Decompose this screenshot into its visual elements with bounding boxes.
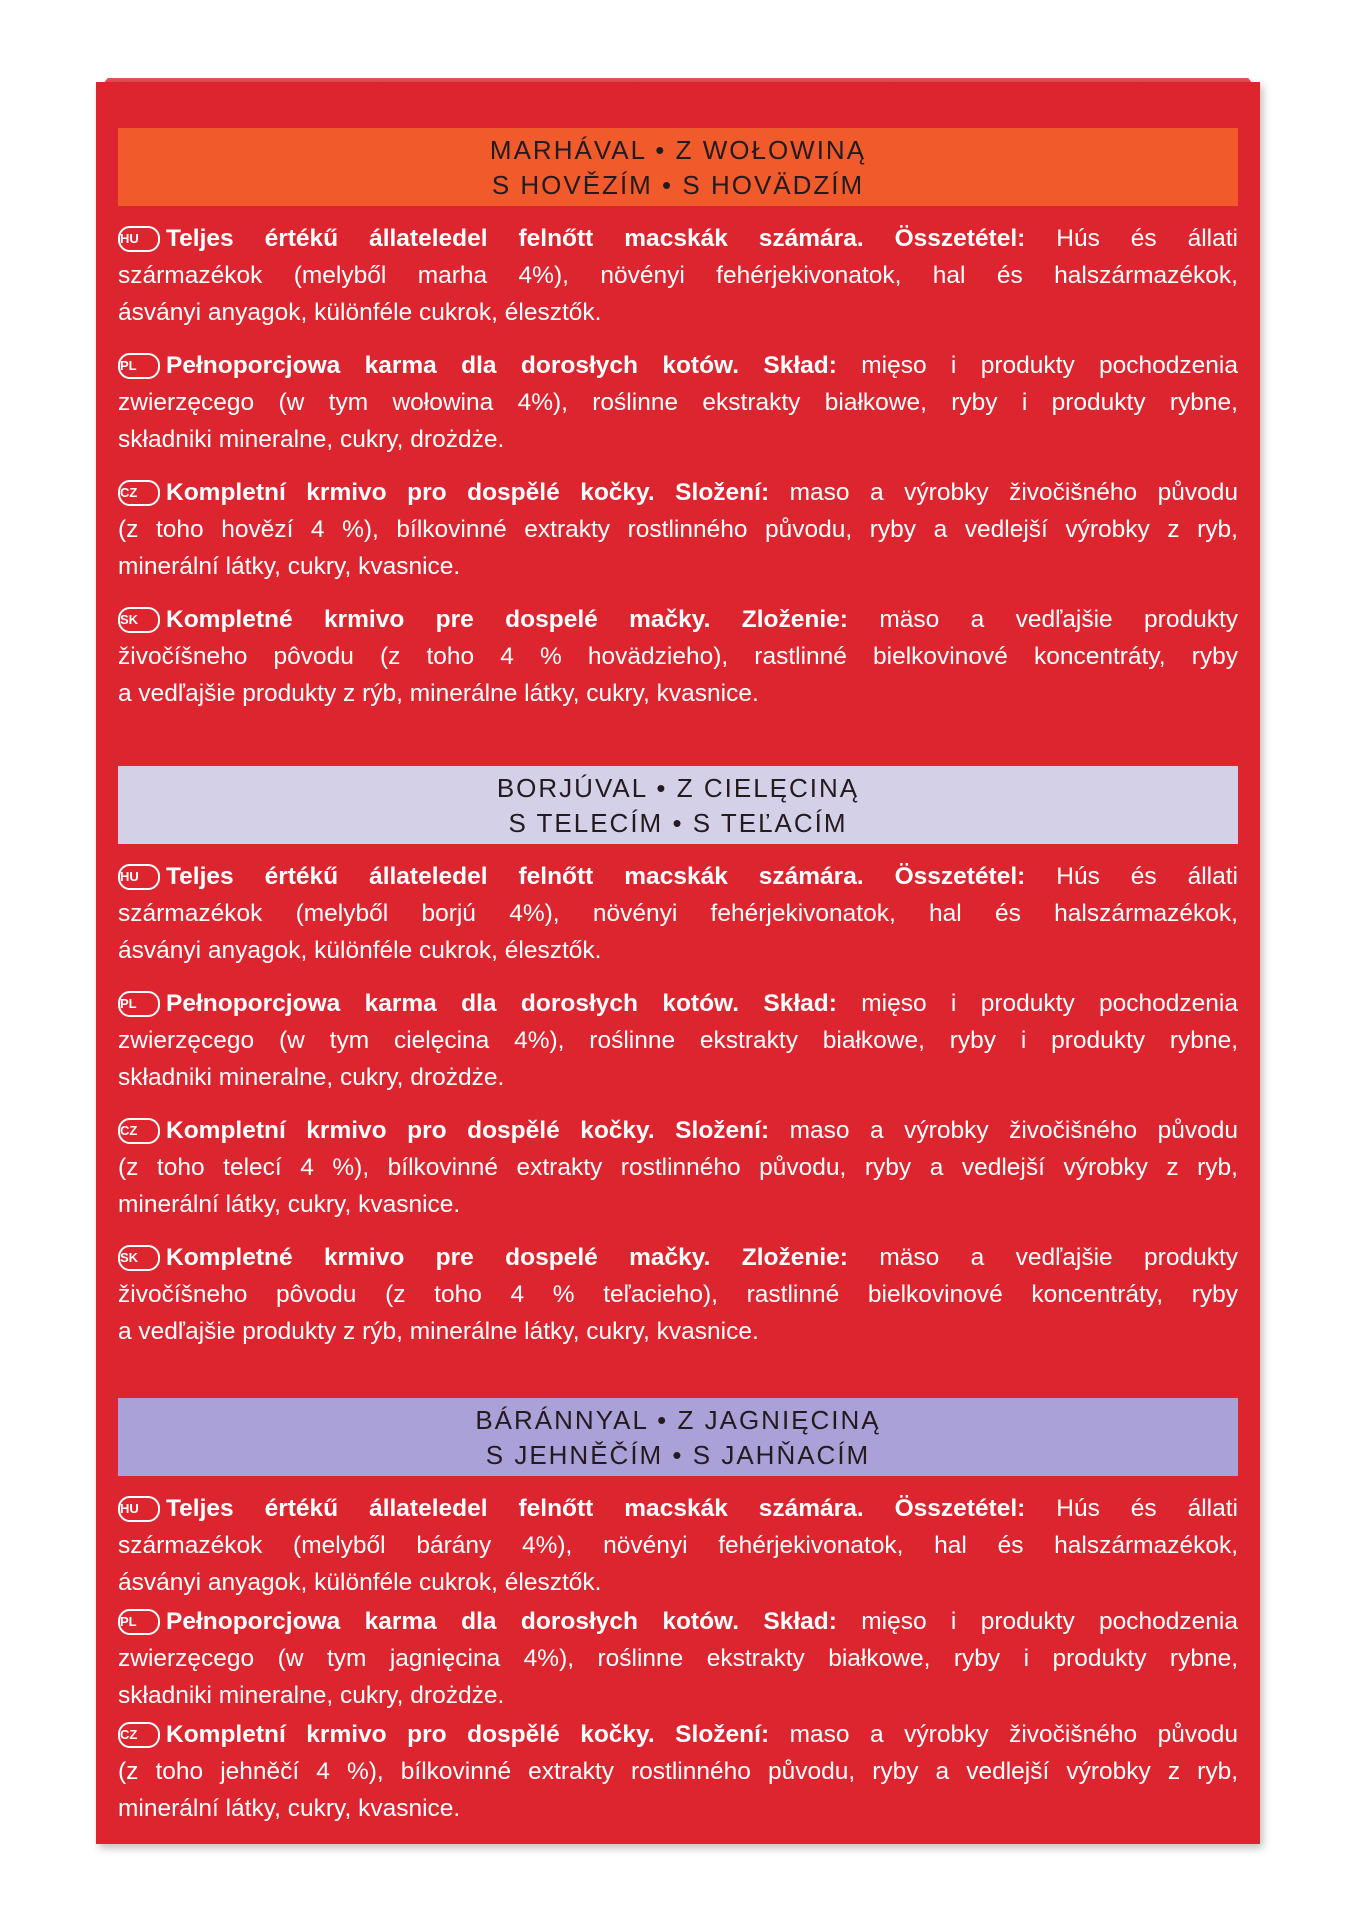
intro-text: Teljes értékű állateledel felnőtt macskák számára. Összetétel: — [166, 1495, 1026, 1522]
text-line: zwierzęcego (w tym jagnięcina 4%), roślinne ekstrakty białkowe, ryby i produkty rybne, — [118, 1645, 1238, 1672]
text-line: živočíšneho pôvodu (z toho 4 % hovädzieho), rastlinné bielkovinové koncentráty, ryby — [118, 643, 1238, 670]
text-line: (z toho telecí 4 %), bílkovinné extrakty rostlinného původu, ryby a vedlejší výrobky z ryb, — [118, 1154, 1238, 1181]
text-line: származékok (melyből borjú 4%), növényi fehérjekivonatok, hal és halszármazékok, — [118, 900, 1238, 927]
lang-badge-hu: HU — [118, 864, 160, 890]
text-line: maso a výrobky živočišného původu — [769, 479, 1239, 506]
text-block-sk — [118, 601, 1238, 712]
text-line: minerální látky, cukry, kvasnice. — [118, 1795, 461, 1822]
banner-beef — [118, 128, 1238, 206]
intro-text: Pełnoporcjowa karma dla dorosłych kotów. Skład: — [166, 1608, 837, 1635]
text-block-cz — [118, 1112, 1238, 1223]
banner-veal — [118, 766, 1238, 844]
lang-badge-pl: PL — [118, 353, 160, 379]
text-block-cz — [118, 1716, 1238, 1827]
banner-line: BORJÚVAL • Z CIELĘCINĄ — [496, 773, 860, 803]
text-line: minerální látky, cukry, kvasnice. — [118, 1191, 461, 1218]
text-line: (z toho jehněčí 4 %), bílkovinné extrakty rostlinného původu, ryby a vedlejší výrobky z ryb, — [118, 1758, 1238, 1785]
text-line: a vedľajšie produkty z rýb, minerálne látky, cukry, kvasnice. — [118, 680, 759, 707]
banner-line: BÁRÁNNYAL • Z JAGNIĘCINĄ — [475, 1405, 881, 1435]
section-veal — [118, 766, 1238, 1350]
banner-line: S HOVĚZÍM • S HOVÄDZÍM — [491, 170, 865, 200]
text-block-hu — [118, 858, 1238, 969]
text-line: (z toho hovězí 4 %), bílkovinné extrakty rostlinného původu, ryby a vedlejší výrobky z ryb, — [118, 516, 1238, 543]
text-line: maso a výrobky živočišného původu — [769, 1721, 1239, 1748]
text-line: składniki mineralne, cukry, drożdże. — [118, 1064, 505, 1091]
lang-badge-hu: HU — [118, 1496, 160, 1522]
banner-line: MARHÁVAL • Z WOŁOWINĄ — [489, 135, 867, 165]
text-line: származékok (melyből marha 4%), növényi fehérjekivonatok, hal és halszármazékok, — [118, 262, 1238, 289]
section-lamb — [118, 1398, 1238, 1827]
text-line: mięso i produkty pochodzenia — [836, 352, 1238, 379]
lang-badge-pl: PL — [118, 1609, 160, 1635]
intro-text: Teljes értékű állateledel felnőtt macskák számára. Összetétel: — [166, 225, 1026, 252]
text-block-hu — [118, 220, 1238, 331]
text-line: zwierzęcego (w tym cielęcina 4%), roślinne ekstrakty białkowe, ryby i produkty rybne, — [118, 1027, 1238, 1054]
text-block-pl — [118, 347, 1238, 458]
text-line: ásványi anyagok, különféle cukrok, élesztők. — [118, 299, 602, 326]
text-line: živočíšneho pôvodu (z toho 4 % teľacieho), rastlinné bielkovinové koncentráty, ryby — [118, 1281, 1238, 1308]
text-block-pl — [118, 1603, 1238, 1714]
text-line: mięso i produkty pochodzenia — [836, 1608, 1238, 1635]
text-line: składniki mineralne, cukry, drożdże. — [118, 1682, 505, 1709]
banner-line: S JEHNĚČÍM • S JAHŇACÍM — [485, 1440, 871, 1470]
text-line: a vedľajšie produkty z rýb, minerálne látky, cukry, kvasnice. — [118, 1318, 759, 1345]
intro-text: Pełnoporcjowa karma dla dorosłych kotów. Skład: — [166, 352, 837, 379]
text-line: származékok (melyből bárány 4%), növényi fehérjekivonatok, hal és halszármazékok, — [118, 1532, 1238, 1559]
text-line: zwierzęcego (w tym wołowina 4%), roślinne ekstrakty białkowe, ryby i produkty rybne, — [118, 389, 1238, 416]
text-block-sk — [118, 1239, 1238, 1350]
text-line: minerální látky, cukry, kvasnice. — [118, 553, 461, 580]
intro-text: Kompletní krmivo pro dospělé kočky. Složení: — [166, 479, 770, 506]
text-line: składniki mineralne, cukry, drożdże. — [118, 426, 505, 453]
lang-badge-sk: SK — [118, 1245, 160, 1271]
text-line: mięso i produkty pochodzenia — [836, 990, 1238, 1017]
intro-text: Teljes értékű állateledel felnőtt macskák számára. Összetétel: — [166, 863, 1026, 890]
lang-badge-cz: CZ — [118, 480, 160, 506]
lang-badge-pl: PL — [118, 991, 160, 1017]
text-block-cz — [118, 474, 1238, 585]
lang-badge-hu: HU — [118, 226, 160, 252]
banner-lamb — [118, 1398, 1238, 1476]
text-line: ásványi anyagok, különféle cukrok, élesztők. — [118, 937, 602, 964]
section-beef — [118, 128, 1238, 712]
intro-text: Pełnoporcjowa karma dla dorosłych kotów. Skład: — [166, 990, 837, 1017]
intro-text: Kompletné krmivo pre dospelé mačky. Zloženie: — [166, 606, 848, 633]
text-line: mäso a vedľajšie produkty — [847, 606, 1239, 633]
lang-badge-cz: CZ — [118, 1722, 160, 1748]
intro-text: Kompletní krmivo pro dospělé kočky. Složení: — [166, 1721, 770, 1748]
intro-text: Kompletní krmivo pro dospělé kočky. Složení: — [166, 1117, 770, 1144]
text-line: mäso a vedľajšie produkty — [847, 1244, 1239, 1271]
text-block-pl — [118, 985, 1238, 1096]
text-line: ásványi anyagok, különféle cukrok, élesztők. — [118, 1569, 602, 1596]
text-line: Hús és állati — [1025, 863, 1238, 890]
banner-line: S TELECÍM • S TEĽACÍM — [508, 808, 848, 838]
intro-text: Kompletné krmivo pre dospelé mačky. Zloženie: — [166, 1244, 848, 1271]
text-line: Hús és állati — [1025, 225, 1238, 252]
lang-badge-cz: CZ — [118, 1118, 160, 1144]
text-line: Hús és állati — [1025, 1495, 1238, 1522]
text-line: maso a výrobky živočišného původu — [769, 1117, 1239, 1144]
text-block-hu — [118, 1490, 1238, 1601]
lang-badge-sk: SK — [118, 607, 160, 633]
